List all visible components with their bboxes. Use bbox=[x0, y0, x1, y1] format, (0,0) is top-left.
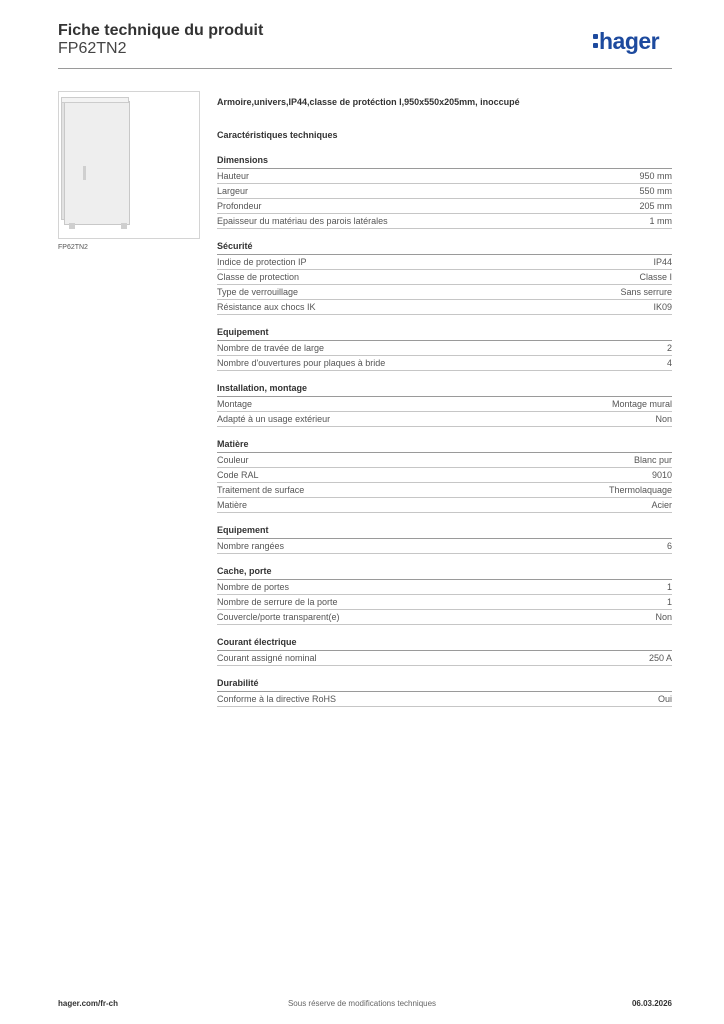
spec-row bbox=[217, 199, 672, 214]
spec-value: Acier bbox=[651, 500, 672, 510]
spec-value: Classe I bbox=[639, 272, 672, 282]
spec-row bbox=[217, 692, 672, 707]
footer-website: hager.com/fr-ch bbox=[58, 999, 119, 1008]
spec-row bbox=[217, 184, 672, 199]
section-title: Durabilité bbox=[217, 677, 672, 692]
image-caption: FP62TN2 bbox=[58, 244, 88, 251]
spec-label: Nombre rangées bbox=[217, 541, 285, 551]
logo-text: hager bbox=[599, 28, 660, 54]
spec-label: Montage bbox=[217, 399, 253, 409]
cabinet-door bbox=[64, 101, 130, 225]
spec-value: Oui bbox=[657, 694, 672, 704]
spec-section bbox=[217, 326, 672, 371]
spec-row bbox=[217, 453, 672, 468]
product-reference: FP62TN2 bbox=[58, 40, 127, 57]
spec-label: Nombre de portes bbox=[217, 582, 290, 592]
section-title: Installation, montage bbox=[217, 382, 672, 397]
spec-row bbox=[217, 300, 672, 315]
spec-value: IP44 bbox=[653, 257, 672, 267]
spec-value: 550 mm bbox=[639, 186, 672, 196]
spec-value: Montage mural bbox=[611, 399, 672, 409]
spec-label: Traitement de surface bbox=[217, 485, 305, 495]
section-title: Dimensions bbox=[217, 154, 672, 169]
spec-row bbox=[217, 214, 672, 229]
spec-value: 1 bbox=[666, 597, 672, 607]
spec-row bbox=[217, 651, 672, 666]
spec-section bbox=[217, 636, 672, 666]
spec-value: 250 A bbox=[648, 653, 672, 663]
product-description: Armoire,univers,IP44,classe de protéction l,950x550x205mm, inoccupé bbox=[217, 97, 520, 107]
section-title: Equipement bbox=[217, 524, 672, 539]
spec-row bbox=[217, 539, 672, 554]
spec-value: 1 bbox=[666, 582, 672, 592]
spec-label: Largeur bbox=[217, 186, 249, 196]
spec-row bbox=[217, 498, 672, 513]
cabinet-foot bbox=[69, 223, 75, 229]
spec-label: Nombre de serrure de la porte bbox=[217, 597, 338, 607]
spec-label: Epaisseur du matériau des parois latérales bbox=[217, 216, 388, 226]
spec-row bbox=[217, 468, 672, 483]
spec-section bbox=[217, 677, 672, 707]
spec-label: Nombre de travée de large bbox=[217, 343, 325, 353]
header-divider bbox=[58, 68, 672, 69]
spec-label: Classe de protection bbox=[217, 272, 300, 282]
spec-value: Non bbox=[655, 414, 672, 424]
spec-row bbox=[217, 356, 672, 371]
spec-section bbox=[217, 438, 672, 513]
section-title: Matière bbox=[217, 438, 672, 453]
spec-section bbox=[217, 524, 672, 554]
spec-content bbox=[217, 96, 672, 707]
section-title: Equipement bbox=[217, 326, 672, 341]
spec-value: 6 bbox=[666, 541, 672, 551]
spec-label: Conforme à la directive RoHS bbox=[217, 694, 337, 704]
spec-value: 205 mm bbox=[639, 201, 672, 211]
footer-date: 06.03.2026 bbox=[631, 999, 672, 1008]
spec-sections bbox=[217, 154, 672, 707]
spec-label: Couleur bbox=[217, 455, 249, 465]
spec-row bbox=[217, 341, 672, 356]
section-title: Sécurité bbox=[217, 240, 672, 255]
spec-row bbox=[217, 169, 672, 184]
spec-section bbox=[217, 154, 672, 229]
footer-notice: Sous réserve de modifications techniques bbox=[287, 999, 437, 1008]
spec-label: Nombre d'ouvertures pour plaques à bride bbox=[217, 358, 386, 368]
spec-value: Thermolaquage bbox=[608, 485, 672, 495]
cabinet-handle bbox=[83, 166, 86, 180]
spec-section bbox=[217, 565, 672, 625]
spec-value: 1 mm bbox=[649, 216, 672, 226]
spec-label: Couvercle/porte transparent(e) bbox=[217, 612, 340, 622]
spec-value: Blanc pur bbox=[633, 455, 672, 465]
section-title: Cache, porte bbox=[217, 565, 672, 580]
spec-label: Profondeur bbox=[217, 201, 262, 211]
product-image bbox=[58, 91, 200, 239]
spec-row bbox=[217, 610, 672, 625]
spec-label: Matière bbox=[217, 500, 248, 510]
spec-value: 4 bbox=[666, 358, 672, 368]
spec-value: IK09 bbox=[653, 302, 672, 312]
spec-label: Hauteur bbox=[217, 171, 250, 181]
spec-row bbox=[217, 270, 672, 285]
spec-row bbox=[217, 412, 672, 427]
spec-value: Non bbox=[655, 612, 672, 622]
spec-label: Type de verrouillage bbox=[217, 287, 299, 297]
spec-row bbox=[217, 285, 672, 300]
hager-logo bbox=[593, 28, 659, 55]
cabinet-top bbox=[61, 97, 129, 103]
tech-heading: Caractéristiques techniques bbox=[217, 130, 338, 140]
spec-row bbox=[217, 580, 672, 595]
spec-label: Résistance aux chocs IK bbox=[217, 302, 316, 312]
spec-section bbox=[217, 240, 672, 315]
logo-colon-icon bbox=[593, 28, 598, 48]
spec-value: 9010 bbox=[651, 470, 672, 480]
cabinet-foot bbox=[121, 223, 127, 229]
spec-value: 2 bbox=[666, 343, 672, 353]
spec-label: Indice de protection IP bbox=[217, 257, 307, 267]
spec-row bbox=[217, 595, 672, 610]
spec-row bbox=[217, 483, 672, 498]
spec-row bbox=[217, 397, 672, 412]
spec-value: Sans serrure bbox=[620, 287, 672, 297]
spec-label: Adapté à un usage extérieur bbox=[217, 414, 331, 424]
spec-label: Code RAL bbox=[217, 470, 259, 480]
spec-value: 950 mm bbox=[639, 171, 672, 181]
section-title: Courant électrique bbox=[217, 636, 672, 651]
spec-section bbox=[217, 382, 672, 427]
spec-label: Courant assigné nominal bbox=[217, 653, 317, 663]
spec-row bbox=[217, 255, 672, 270]
page-title: Fiche technique du produit bbox=[58, 22, 264, 39]
